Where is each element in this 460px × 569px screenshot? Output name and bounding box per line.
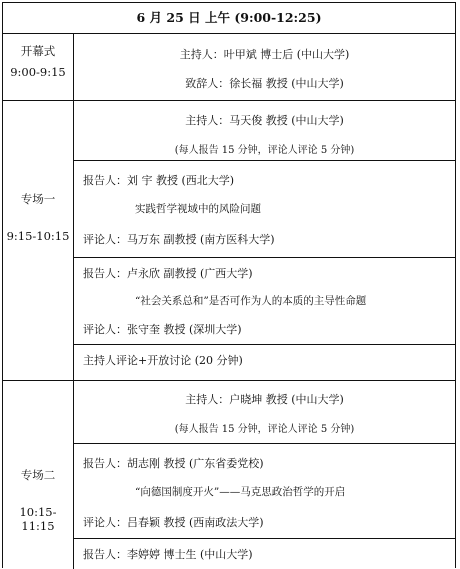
session1-talk2-reporter: 报告人：卢永欣 副教授 (广西大学)	[83, 267, 253, 280]
session2-talk1-reporter: 报告人：胡志刚 教授 (广东省委党校)	[83, 457, 264, 470]
opening-name: 开幕式	[20, 44, 56, 58]
session1-talk1-commentator: 评论人：马万东 副教授 (南方医科大学)	[83, 233, 275, 246]
session2-talk1-title: “向德国制度开火”——马克思政治哲学的开启	[135, 486, 346, 498]
opening-time: 9:00-9:15	[10, 65, 66, 79]
session1-talk1-reporter: 报告人：刘 宇 教授 (西北大学)	[83, 174, 235, 187]
opening-host: 主持人：叶甲斌 博士后 (中山大学)	[179, 48, 350, 61]
session1-talk1-title: 实践哲学视域中的风险问题	[135, 203, 261, 215]
schedule-date-header: 6 月 25 日 上午 (9:00-12:25)	[3, 3, 455, 34]
sub-divider	[74, 538, 455, 539]
sub-divider	[74, 344, 455, 345]
sub-divider	[74, 443, 455, 444]
opening-speaker: 致辞人：徐长福 教授 (中山大学)	[185, 77, 344, 90]
session1-note: (每人报告 15 分钟，评论人评论 5 分钟)	[174, 145, 355, 156]
session1-host: 主持人：马天俊 教授 (中山大学)	[185, 114, 344, 127]
session1-name: 专场一	[20, 192, 56, 206]
session2-label-cell	[3, 381, 74, 569]
sub-divider	[74, 160, 455, 161]
session1-time: 9:15-10:15	[6, 229, 70, 243]
session1-talk2-commentator: 评论人：张守奎 教授 (深圳大学)	[83, 323, 242, 336]
sub-divider	[74, 257, 455, 258]
session2-talk2-reporter: 报告人：李婷婷 博士生 (中山大学)	[83, 548, 253, 561]
session2-time: 10:15-11:15	[19, 505, 57, 533]
session1-talk2-title: “社会关系总和”是否可作为人的本质的主导性命题	[135, 295, 367, 307]
session2-host: 主持人：户晓坤 教授 (中山大学)	[185, 393, 344, 406]
session2-name: 专场二	[20, 468, 56, 482]
opening-label-cell	[3, 34, 74, 101]
session2-note: (每人报告 15 分钟，评论人评论 5 分钟)	[174, 424, 355, 435]
session1-label-cell	[3, 101, 74, 381]
session2-talk1-commentator: 评论人：吕春颖 教授 (西南政法大学)	[83, 516, 264, 529]
session1-discussion: 主持人评论+开放讨论 (20 分钟)	[83, 354, 243, 367]
schedule-table	[2, 2, 456, 568]
